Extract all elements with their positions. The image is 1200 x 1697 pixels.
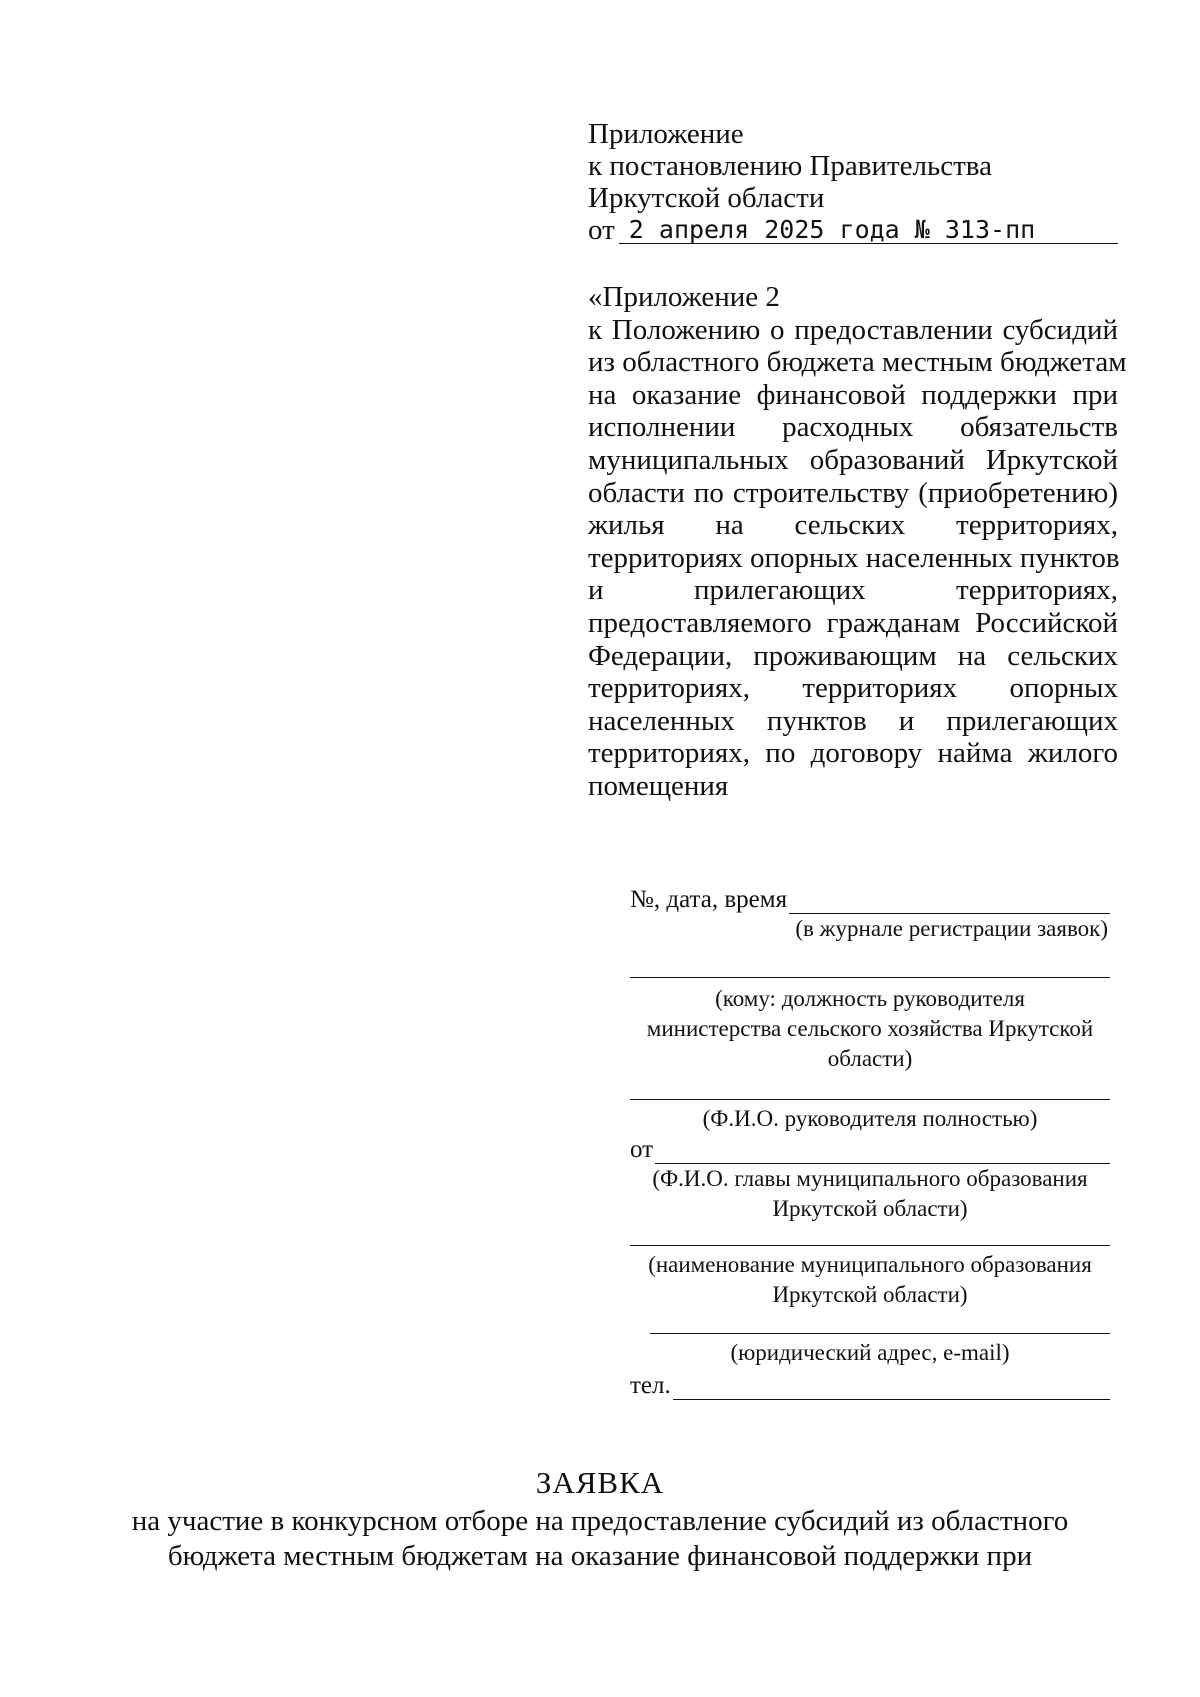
annex-2-line: муниципальных образований Иркутской [588,443,1118,476]
annex-2-line: области по строительству (приобретению) [588,476,1118,509]
registration-row [630,886,1110,914]
addressee-caption-line-1: (кому: должность руководителя [715,986,1025,1011]
annex-2-line: предоставляемого гражданам Российской [588,606,1118,639]
application-title-block [0,1465,1200,1574]
annex-2-line: на оказание финансовой поддержки при [588,378,1118,411]
head-name-caption: (Ф.И.О. руководителя полностью) [702,1106,1038,1131]
legal-address-caption: (юридический адрес, e-mail) [730,1340,1010,1365]
application-form-header [630,886,1110,1400]
phone-row [630,1372,1110,1400]
annex-2-block [588,281,1127,803]
municipal-name-caption-line-2: Иркутской области) [772,1282,968,1307]
annex-2-line: помещения [588,769,729,802]
phone-field [673,1377,1110,1400]
resolution-date-line [588,214,1118,246]
annex-2-line: «Приложение 2 [588,281,780,313]
annex-2-line: и прилегающих территориях, [588,574,1118,607]
annex-2-line: территориях, территориях опорных [588,672,1118,705]
annex-2-line: территориях опорных населенных пунктов [588,541,1120,574]
annex-2-line: территориях, по договору найма жилого [588,737,1118,770]
municipal-head-caption-line-2: Иркутской области) [772,1196,968,1221]
application-title: ЗАЯВКА [535,1465,665,1500]
annex-2-line: жилья на сельских территориях, [588,509,1118,542]
annex-2-line: Федерации, проживающим на сельских [588,639,1118,672]
resolution-date-value: 2 апреля 2025 года № 313-пп [619,217,1118,244]
registration-label: №, дата, время [630,886,788,913]
registration-field [789,891,1110,914]
from-label: от [630,1136,654,1163]
annex-2-line: из областного бюджета местным бюджетам [588,346,1127,379]
annex-header [588,118,1118,246]
annex-header-line-2: к постановлению Правительства [588,150,992,182]
annex-2-line: населенных пунктов и прилегающих [588,704,1118,737]
resolution-from-label: от [588,214,615,246]
phone-label: тел. [630,1372,671,1399]
annex-2-line: исполнении расходных обязательств [588,411,1118,444]
registration-caption: (в журнале регистрации заявок) [795,916,1108,941]
application-subtitle-line-2: бюджета местным бюджетам на оказание финансовой поддержки при [167,1540,1033,1572]
municipal-head-caption-line-1: (Ф.И.О. главы муниципального образования [652,1166,1088,1191]
addressee-caption-line-2: министерства сельского хозяйства Иркутской [646,1016,1094,1041]
annex-header-line-3: Иркутской области [588,182,825,214]
from-row [630,1136,1110,1164]
addressee-caption-line-3: области) [827,1046,913,1071]
municipal-name-caption-line-1: (наименование муниципального образования [648,1252,1092,1277]
annex-2-line: к Положению о предоставлении субсидий [588,313,1118,346]
annex-header-line-1: Приложение [588,118,744,150]
application-subtitle-line-1: на участие в конкурсном отборе на предоставление субсидий из областного [131,1505,1069,1537]
municipal-head-field [655,1141,1110,1164]
